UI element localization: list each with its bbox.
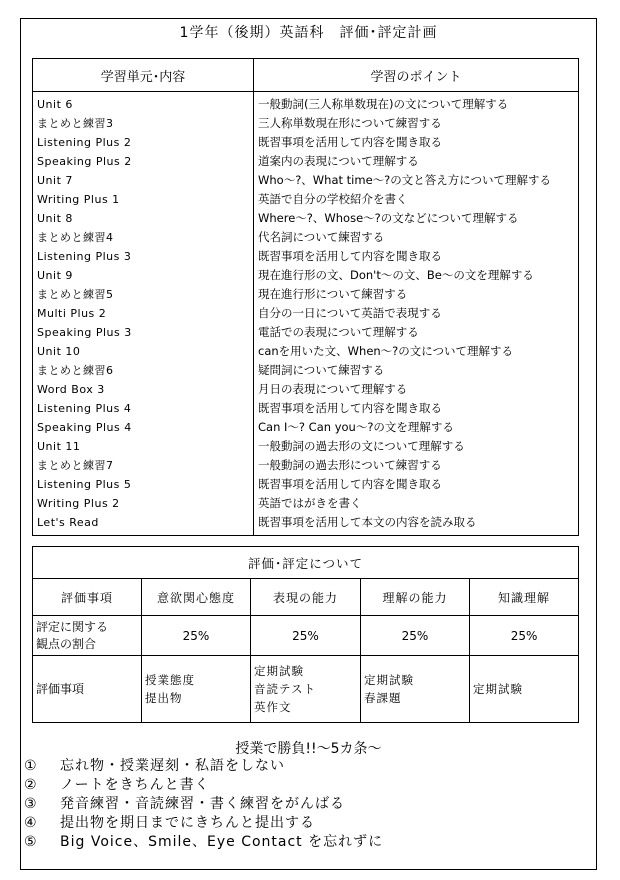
ratio-label-line: 観点の割合 <box>36 636 97 651</box>
unit-item: Unit 7 <box>37 174 73 187</box>
point-item: 一般動詞(三人称単数現在)の文について理解する <box>258 97 509 111</box>
unit-item: まとめと練習5 <box>37 288 114 301</box>
unit-item: Listening Plus 5 <box>37 478 132 491</box>
point-item: 道案内の表現について理解する <box>258 154 419 168</box>
study-plan-table <box>32 58 579 536</box>
rule-item <box>24 814 383 833</box>
ratio-label <box>33 616 142 656</box>
unit-item: Unit 9 <box>37 269 73 282</box>
rule-item <box>24 757 383 776</box>
rule-item <box>24 795 383 814</box>
points-header: 学習のポイント <box>254 59 579 92</box>
point-item: 電話での表現について理解する <box>258 325 419 339</box>
point-item: Can I～? Can you～?の文を理解する <box>258 420 454 434</box>
rule-number: ① <box>24 758 38 774</box>
point-item: 現在進行形について練習する <box>258 287 408 301</box>
unit-item: まとめと練習4 <box>37 231 114 244</box>
row-header-label: 評価事項 <box>33 579 142 616</box>
rule-item <box>24 776 383 795</box>
unit-item: まとめと練習6 <box>37 364 114 377</box>
point-item: 月日の表現について理解する <box>258 382 408 396</box>
evaluation-item: 授業態度 <box>145 673 195 687</box>
rule-text: Big Voice、Smile、Eye Contact を忘れずに <box>60 834 384 850</box>
evaluation-items <box>142 656 251 723</box>
unit-item: Listening Plus 3 <box>37 250 132 263</box>
unit-item: Speaking Plus 4 <box>37 421 132 434</box>
point-item: 既習事項を活用して内容を聞き取る <box>258 477 442 491</box>
evaluation-item: 定期試験 <box>364 673 414 687</box>
evaluation-item: 英作文 <box>254 700 292 714</box>
point-item: 一般動詞の過去形の文について理解する <box>258 439 465 453</box>
ratio-value: 25% <box>361 616 470 656</box>
unit-item: Listening Plus 4 <box>37 402 132 415</box>
unit-item: Listening Plus 2 <box>37 136 132 149</box>
items-label: 評価事項 <box>33 656 142 723</box>
point-item: 自分の一日について英語で表現する <box>258 306 442 320</box>
rule-number: ② <box>24 777 38 793</box>
rule-text: ノートをきちんと書く <box>60 777 210 793</box>
unit-item: Writing Plus 1 <box>37 193 120 206</box>
unit-item: Unit 10 <box>37 345 81 358</box>
rule-number: ③ <box>24 796 38 812</box>
point-item: 一般動詞の過去形について練習する <box>258 458 442 472</box>
rules-title: 授業で勝負!!～5カ条～ <box>235 741 382 757</box>
rule-item <box>24 833 383 852</box>
ratio-value: 25% <box>142 616 251 656</box>
unit-item: Speaking Plus 2 <box>37 155 132 168</box>
ratio-label-line: 評定に関する <box>36 619 109 634</box>
evaluation-caption: 評価･評定について <box>33 547 579 579</box>
unit-item: Writing Plus 2 <box>37 497 120 510</box>
column-header: 表現の能力 <box>251 579 361 616</box>
unit-item: まとめと練習3 <box>37 117 114 130</box>
column-header: 意欲関心態度 <box>142 579 251 616</box>
evaluation-table <box>32 546 579 723</box>
ratio-value: 25% <box>470 616 579 656</box>
point-item: 既習事項を活用して内容を聞き取る <box>258 249 442 263</box>
rules-list <box>24 757 383 852</box>
point-item: 英語ではがきを書く <box>258 496 362 510</box>
unit-item: Unit 8 <box>37 212 73 225</box>
point-item: 既習事項を活用して本文の内容を読み取る <box>258 515 477 529</box>
unit-item: Unit 6 <box>37 98 73 111</box>
point-item: 疑問詞について練習する <box>258 363 385 377</box>
units-header: 学習単元･内容 <box>33 59 254 92</box>
point-item: Who～?、What time～?の文と答え方について理解する <box>258 173 552 187</box>
point-item: Where～?、Whose～?の文などについて理解する <box>258 211 519 225</box>
point-item: 英語で自分の学校紹介を書く <box>258 192 408 206</box>
evaluation-items <box>361 656 470 723</box>
evaluation-item: 春課題 <box>364 691 402 705</box>
page-title: 1学年（後期）英語科 評価･評定計画 <box>179 25 438 41</box>
point-item: 代名詞について練習する <box>258 230 385 244</box>
evaluation-items <box>251 656 361 723</box>
column-header: 知識理解 <box>470 579 579 616</box>
evaluation-item: 音読テスト <box>254 682 317 696</box>
ratio-value: 25% <box>251 616 361 656</box>
rule-text: 発音練習・音読練習・書く練習をがんばる <box>60 796 345 812</box>
unit-item: Multi Plus 2 <box>37 307 107 320</box>
evaluation-item: 提出物 <box>145 691 183 705</box>
column-header: 理解の能力 <box>361 579 470 616</box>
rule-text: 提出物を期日までにきちんと提出する <box>60 815 315 831</box>
rule-number: ④ <box>24 815 38 831</box>
unit-item: まとめと練習7 <box>37 459 114 472</box>
evaluation-item: 定期試験 <box>254 664 304 678</box>
point-item: canを用いた文、When～?の文について理解する <box>258 344 514 358</box>
unit-item: Speaking Plus 3 <box>37 326 132 339</box>
point-item: 三人称単数現在形について練習する <box>258 116 442 130</box>
unit-item: Word Box 3 <box>37 383 105 396</box>
point-item: 既習事項を活用して内容を聞き取る <box>258 401 442 415</box>
point-item: 既習事項を活用して内容を聞き取る <box>258 135 442 149</box>
unit-item: Unit 11 <box>37 440 81 453</box>
rule-text: 忘れ物・授業遅刻・私語をしない <box>60 758 285 774</box>
units-cell <box>33 92 254 536</box>
evaluation-item: 定期試験 <box>473 682 523 696</box>
rule-number: ⑤ <box>24 834 38 850</box>
evaluation-items <box>470 656 579 723</box>
unit-item: Let's Read <box>37 516 99 529</box>
points-cell <box>254 92 579 536</box>
point-item: 現在進行形の文、Don't～の文、Be～の文を理解する <box>258 268 534 282</box>
